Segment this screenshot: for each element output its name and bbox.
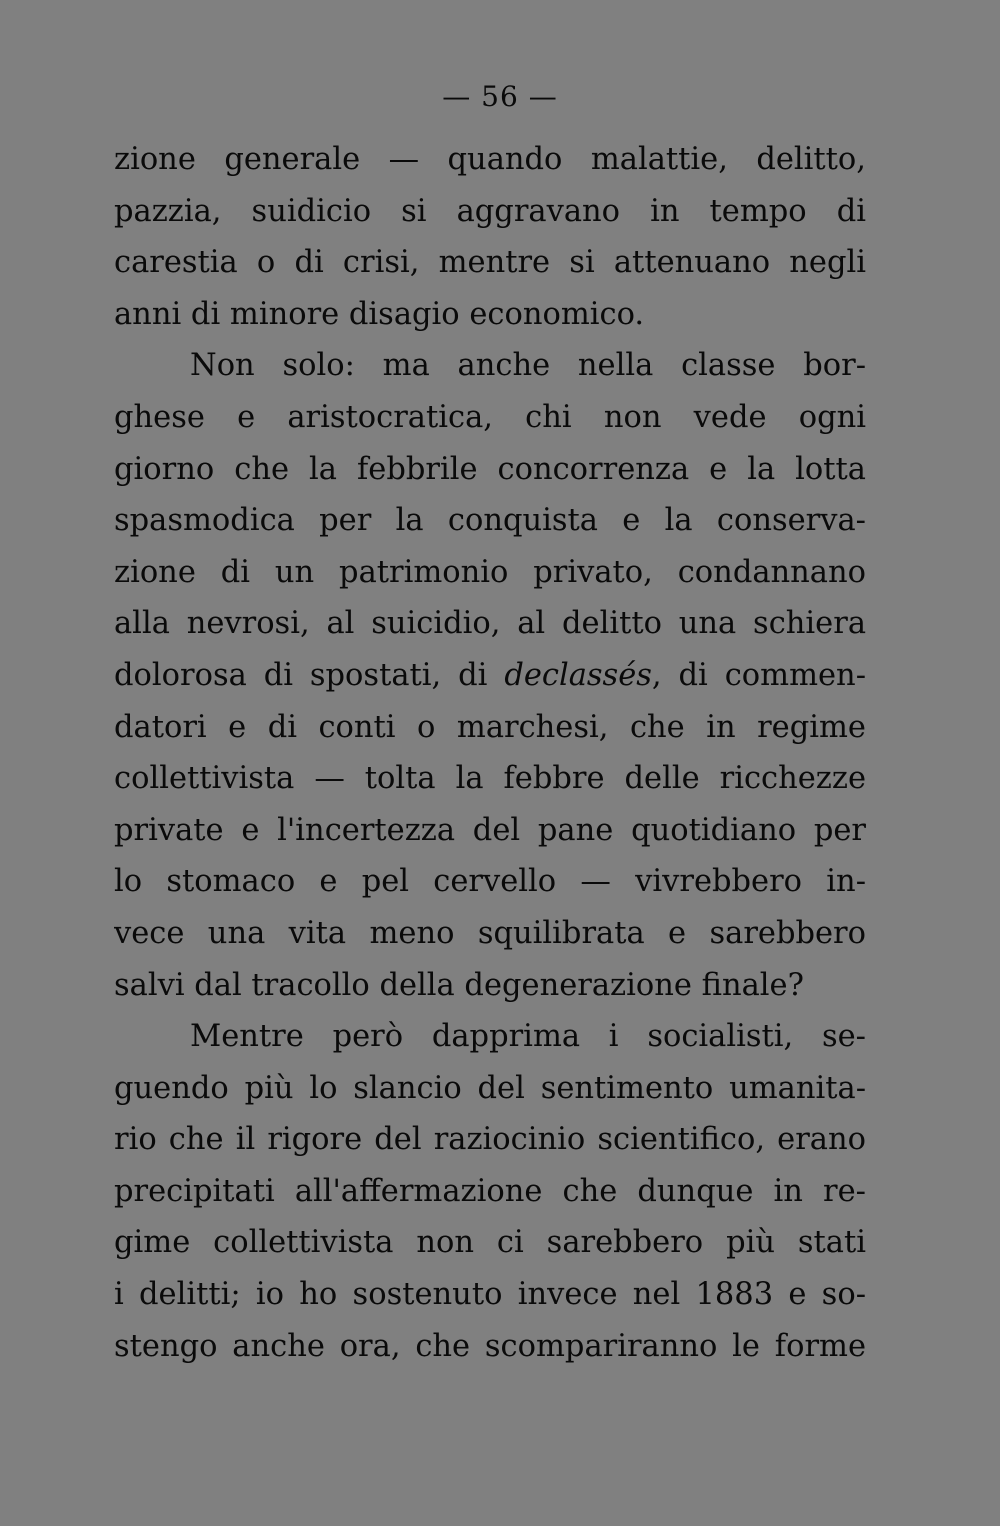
paragraph-start-line: Non solo: ma anche nella classe bor- <box>190 348 866 384</box>
paragraph-start-line: Mentre però dapprima i socialisti, se- <box>190 1019 866 1055</box>
text-line-with-italic <box>114 650 866 702</box>
text-line: vece una vita meno squilibrata e sarebbero <box>114 915 866 951</box>
text-line: alla nevrosi, al suicidio, al delitto una schiera <box>114 606 866 642</box>
text-line: lo stomaco e pel cervello — vivrebbero in- <box>114 864 866 900</box>
text-line: zione di un patrimonio privato, condannano <box>114 554 866 590</box>
text-line: zione generale — quando malattie, delitto, <box>114 142 866 177</box>
text-line: stengo anche ora, che scompariranno le forme <box>114 1328 866 1364</box>
text-line: carestia o di crisi, mentre si attenuano negli <box>114 245 866 281</box>
text-line: collettivista — tolta la febbre delle ricchezze <box>114 761 866 797</box>
text-line: private e l'incertezza del pane quotidiano per <box>114 812 866 848</box>
paragraph-end-line: salvi dal tracollo della degenerazione finale? <box>114 967 804 1003</box>
text-line: giorno che la febbrile concorrenza e la lotta <box>114 451 866 487</box>
text-line: ghese e aristocratica, chi non vede ogni <box>114 399 866 435</box>
text-line: precipitati all'affermazione che dunque in re- <box>114 1173 866 1209</box>
body-text <box>114 134 866 1372</box>
text-line: rio che il rigore del raziocinio scientifico, erano <box>114 1122 866 1158</box>
text-line: guendo più lo slancio del sentimento umanita- <box>114 1070 866 1106</box>
paragraph-end-line: anni di minore disagio economico. <box>114 296 645 332</box>
text-line: gime collettivista non ci sarebbero più stati <box>114 1225 866 1261</box>
page-number: — 56 — <box>442 80 558 113</box>
text-line: pazzia, suidicio si aggravano in tempo di <box>114 193 866 229</box>
text-line: datori e di conti o marchesi, che in regime <box>114 709 866 745</box>
text-line: i delitti; io ho sostenuto invece nel 1883 e so- <box>114 1277 866 1313</box>
italic-word: declassés <box>504 657 652 693</box>
text-segment: dolorosa di spostati, di <box>114 657 505 693</box>
text-line: spasmodica per la conquista e la conserva- <box>114 503 866 539</box>
text-segment: , di commen- <box>651 657 866 693</box>
